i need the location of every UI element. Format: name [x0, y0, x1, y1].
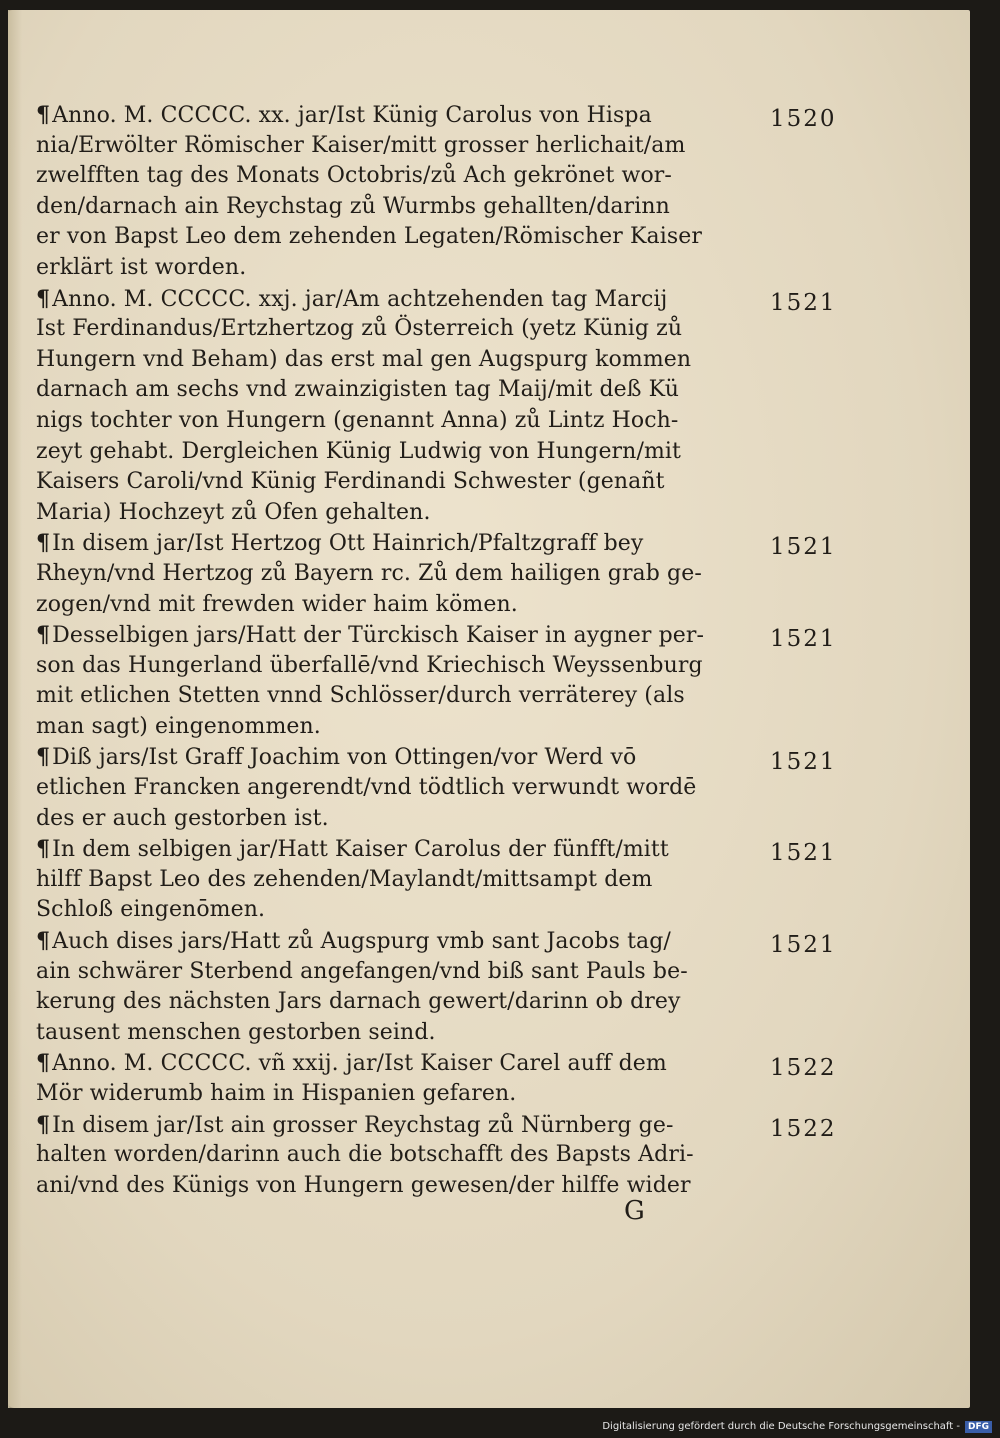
entry-text-line — [36, 314, 756, 345]
entry-text: In dem selbigen jar/Hatt Kaiser Carolus der fünfft/mitt — [52, 837, 669, 863]
entry-text-line — [36, 437, 756, 468]
entry-text-line — [36, 1048, 756, 1079]
entry-text-line — [36, 865, 756, 896]
entry-text-line — [36, 345, 756, 376]
entry-text-line — [36, 100, 756, 131]
entry-year: 1521 — [770, 748, 837, 775]
paragraph-mark-icon: ¶ — [36, 928, 51, 955]
paragraph-mark-icon: ¶ — [36, 622, 51, 649]
entry-text: Kaisers Caroli/vnd Künig Ferdinandi Schwester (genañt — [36, 469, 665, 495]
entry-text: son das Hungerland überfallē/vnd Kriechisch Weyssenburg — [36, 652, 703, 678]
entry-text-line — [36, 498, 756, 529]
entry-year: 1521 — [770, 932, 837, 959]
entry-text: mit etlichen Stetten vnnd Schlösser/durch verräterey (als — [36, 683, 685, 709]
entry-text: etlichen Francken angerendt/vnd tödtlich verwundt wordē — [36, 775, 697, 801]
paragraph-mark-icon: ¶ — [36, 102, 51, 128]
entry-text: ain schwärer Sterbend angefangen/vnd biß sant Pauls be- — [36, 958, 688, 984]
chronicle-entry — [36, 926, 756, 1048]
entry-text: Desselbigen jars/Hatt der Türckisch Kaiser in aygner per- — [52, 623, 705, 649]
paragraph-mark-icon: ¶ — [36, 530, 51, 557]
entry-text: Rheyn/vnd Hertzog zů Bayern rc. Zů dem hailigen grab ge- — [36, 560, 702, 586]
entry-text-line — [36, 742, 756, 773]
entry-text: Mör widerumb haim in Hispanien gefaren. — [36, 1081, 517, 1106]
entry-text: nigs tochter von Hungern (genannt Anna) zů Lintz Hoch- — [36, 407, 679, 433]
chronicle-entry — [36, 1048, 756, 1109]
entry-text: zwelfften tag des Monats Octobris/zů Ach gekrönet wor- — [36, 163, 672, 189]
paragraph-mark-icon: ¶ — [36, 744, 51, 771]
entry-text: man sagt) eingenommen. — [36, 713, 321, 739]
entry-text-line — [36, 1110, 756, 1141]
chronicle-entry — [36, 284, 756, 529]
entry-text-line — [36, 681, 756, 712]
entry-text: Hungern vnd Beham) das erst mal gen Augspurg kommen — [36, 346, 692, 372]
footer-credit: Digitalisierung gefördert durch die Deutsche Forschungsgemeinschaft - — [602, 1421, 960, 1432]
entry-text-line — [36, 1140, 756, 1171]
entry-text-line — [36, 284, 756, 315]
entry-text: tausent menschen gestorben seind. — [36, 1019, 436, 1045]
entry-text-line — [36, 834, 756, 865]
entry-text: darnach am sechs vnd zwainzigisten tag Maij/mit deß Kü — [36, 377, 680, 403]
entry-text-line — [36, 253, 756, 284]
entry-text: des er auch gestorben ist. — [36, 805, 329, 831]
entry-text-line — [36, 131, 756, 162]
chronicle-entries — [36, 100, 756, 1201]
entry-text-line — [36, 1018, 756, 1049]
entry-text-line — [36, 528, 756, 559]
paragraph-mark-icon: ¶ — [36, 1111, 51, 1138]
entry-text: zogen/vnd mit frewden wider haim kömen. — [36, 591, 518, 617]
entry-text: ani/vnd des Künigs von Hungern gewesen/der hilffe wider — [36, 1172, 691, 1198]
chronicle-entry — [36, 1110, 756, 1202]
entry-text-line — [36, 957, 756, 988]
entry-text-line — [36, 1079, 756, 1110]
entry-text: Schloß eingenōmen. — [36, 897, 266, 923]
entry-text: Diß jars/Ist Graff Joachim von Ottingen/vor Werd vō — [52, 745, 637, 771]
entry-text: kerung des nächsten Jars darnach gewert/darinn ob drey — [36, 989, 681, 1015]
entry-text-line — [36, 926, 756, 957]
entry-year: 1521 — [770, 289, 837, 316]
entry-text-line — [36, 375, 756, 406]
entry-text: er von Bapst Leo dem zehenden Legaten/Römischer Kaiser — [36, 224, 703, 250]
page-binding-shadow — [8, 10, 22, 1408]
entry-text-line — [36, 192, 756, 223]
entry-text-line — [36, 590, 756, 621]
entry-year: 1520 — [770, 106, 837, 132]
chronicle-entry — [36, 528, 756, 620]
entry-text-line — [36, 222, 756, 253]
paragraph-mark-icon: ¶ — [36, 285, 51, 312]
entry-year: 1521 — [770, 626, 837, 653]
entry-text: In disem jar/Ist ain grosser Reychstag zů Nürnberg ge- — [52, 1112, 674, 1138]
chronicle-entry — [36, 834, 756, 926]
entry-text-line — [36, 804, 756, 835]
entry-text-line — [36, 712, 756, 743]
entry-text: Anno. M. CCCCC. xx. jar/Ist Künig Carolus von Hispa — [52, 103, 652, 128]
dfg-logo: DFG — [965, 1421, 992, 1433]
entry-text: Auch dises jars/Hatt zů Augspurg vmb sant Jacobs tag/ — [52, 929, 671, 955]
entry-text: In disem jar/Ist Hertzog Ott Hainrich/Pfaltzgraff bey — [52, 531, 644, 557]
entry-text: halten worden/darinn auch die botschafft des Bapsts Adri- — [36, 1142, 694, 1168]
entry-text: den/darnach ain Reychstag zů Wurmbs gehallten/darinn — [36, 193, 670, 219]
entry-year: 1521 — [770, 534, 837, 561]
entry-text-line — [36, 895, 756, 926]
entry-text-line — [36, 987, 756, 1018]
entry-text: Ist Ferdinandus/Ertzhertzog zů Österreich (yetz Künig zů — [36, 316, 683, 342]
entry-text-line — [36, 406, 756, 437]
signature-mark: G — [624, 1196, 645, 1226]
chronicle-entry — [36, 620, 756, 742]
entry-text: Anno. M. CCCCC. xxj. jar/Am achtzehenden tag Marcij — [52, 286, 668, 312]
entry-text-line — [36, 773, 756, 804]
entry-text-line — [36, 559, 756, 590]
paragraph-mark-icon: ¶ — [36, 836, 51, 863]
entry-text-line — [36, 651, 756, 682]
entry-text: nia/Erwölter Römischer Kaiser/mitt grosser herlichait/am — [36, 132, 686, 158]
entry-text: zeyt gehabt. Dergleichen Künig Ludwig von Hungern/mit — [36, 438, 681, 464]
entry-text: erklärt ist worden. — [36, 254, 247, 280]
entry-year: 1522 — [770, 1054, 837, 1081]
entry-text-line — [36, 620, 756, 651]
entry-text: Anno. M. CCCCC. vñ xxij. jar/Ist Kaiser Carel auff dem — [52, 1051, 667, 1077]
entry-text: Maria) Hochzeyt zů Ofen gehalten. — [36, 499, 431, 525]
paragraph-mark-icon: ¶ — [36, 1050, 51, 1077]
entry-text-line — [36, 161, 756, 192]
chronicle-entry — [36, 100, 756, 284]
entry-text: hilff Bapst Leo des zehenden/Maylandt/mittsampt dem — [36, 866, 653, 892]
chronicle-entry — [36, 742, 756, 834]
entry-year: 1522 — [770, 1115, 837, 1142]
entry-text-line — [36, 1171, 756, 1202]
entry-text-line — [36, 467, 756, 498]
entry-year: 1521 — [770, 840, 837, 867]
